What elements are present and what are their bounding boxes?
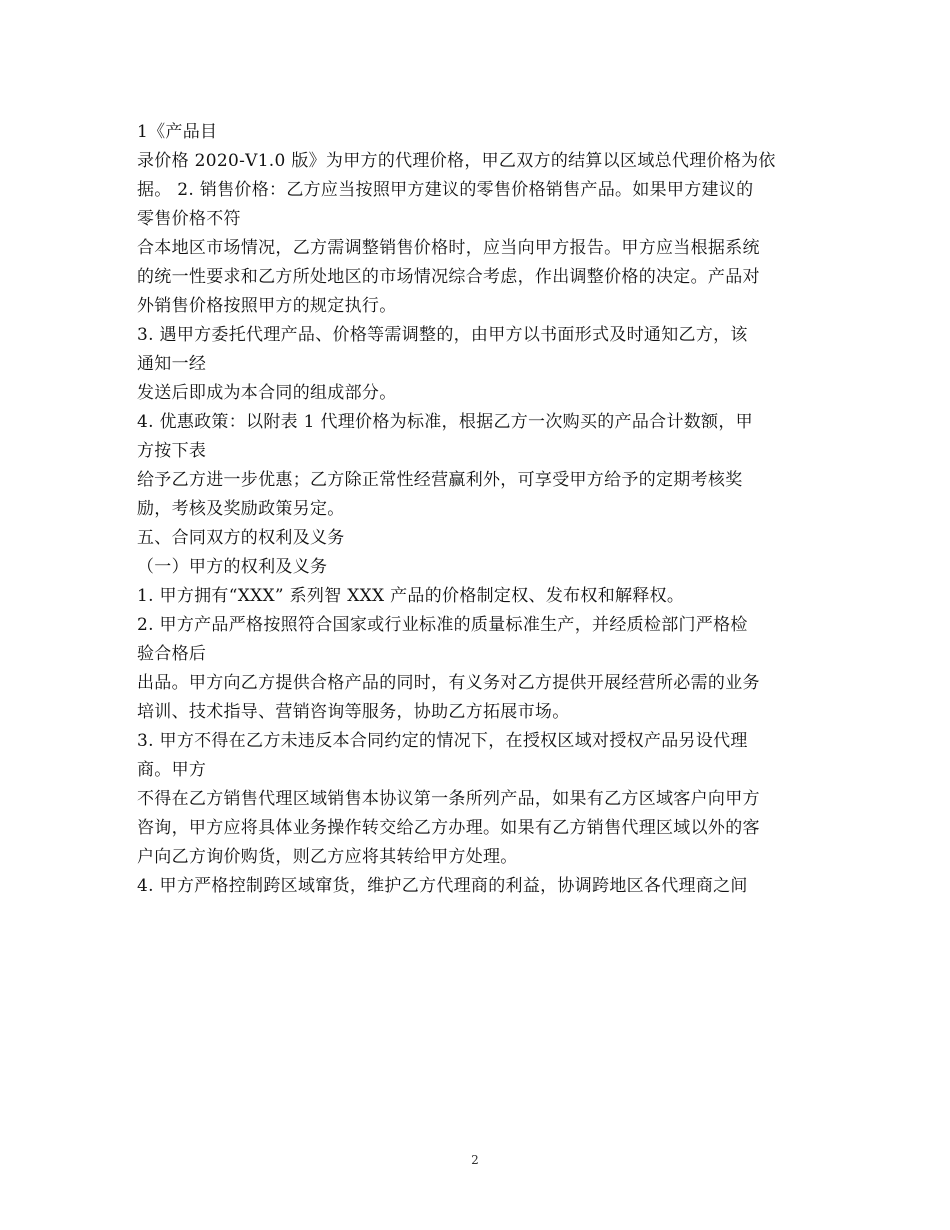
text-line: 4. 甲方严格控制跨区域窜货，维护乙方代理商的利益，协调跨地区各代理商之间 [137, 876, 748, 896]
text-line: 户向乙方询价购货，则乙方应将其转给甲方处理。 [137, 847, 518, 867]
text-line: 通知一经 [137, 354, 207, 374]
text-line: 4. 优惠政策：以附表 1 代理价格为标准，根据乙方一次购买的产品合计数额，甲 [137, 412, 753, 432]
document-body [137, 118, 817, 901]
text-line: 1《产品目 [137, 122, 218, 142]
text-line: 出品。甲方向乙方提供合格产品的同时，有义务对乙方提供开展经营所必需的业务 [137, 673, 760, 693]
text-line: 励，考核及奖励政策另定。 [137, 499, 345, 519]
text-line: 零售价格不符 [137, 209, 241, 229]
text-line: 合本地区市场情况，乙方需调整销售价格时，应当向甲方报告。甲方应当根据系统 [137, 238, 760, 258]
text-line: 的统一性要求和乙方所处地区的市场情况综合考虑，作出调整价格的决定。产品对 [137, 267, 760, 287]
text-line: （一）甲方的权利及义务 [137, 557, 328, 577]
text-line: 五、合同双方的权利及义务 [137, 528, 345, 548]
text-line: 1. 甲方拥有“XXX” 系列智 XXX 产品的价格制定权、发布权和解释权。 [137, 586, 685, 606]
text-line: 培训、技术指导、营销咨询等服务，协助乙方拓展市场。 [137, 702, 570, 722]
text-line: 验合格后 [137, 644, 207, 664]
text-line: 给予乙方进一步优惠；乙方除正常性经营赢利外，可享受甲方给予的定期考核奖 [137, 470, 743, 490]
text-line: 咨询，甲方应将具体业务操作转交给乙方办理。如果有乙方销售代理区域以外的客 [137, 818, 760, 838]
text-line: 2. 甲方产品严格按照符合国家或行业标准的质量标准生产，并经质检部门严格检 [137, 615, 748, 635]
text-line: 据。 2. 销售价格：乙方应当按照甲方建议的零售价格销售产品。如果甲方建议的 [137, 180, 754, 200]
text-line: 发送后即成为本合同的组成部分。 [137, 383, 397, 403]
text-line: 方按下表 [137, 441, 207, 461]
page-number: 2 [471, 1153, 479, 1167]
text-line: 3. 甲方不得在乙方未违反本合同约定的情况下，在授权区域对授权产品另设代理 [137, 731, 748, 751]
text-line: 外销售价格按照甲方的规定执行。 [137, 296, 397, 316]
text-line: 不得在乙方销售代理区域销售本协议第一条所列产品，如果有乙方区域客户向甲方 [137, 789, 760, 809]
text-line: 录价格 2020-V1.0 版》为甲方的代理价格，甲乙双方的结算以区域总代理价格为依 [137, 151, 776, 171]
text-line: 3. 遇甲方委托代理产品、价格等需调整的，由甲方以书面形式及时通知乙方，该 [137, 325, 748, 345]
text-line: 商。甲方 [137, 760, 207, 780]
